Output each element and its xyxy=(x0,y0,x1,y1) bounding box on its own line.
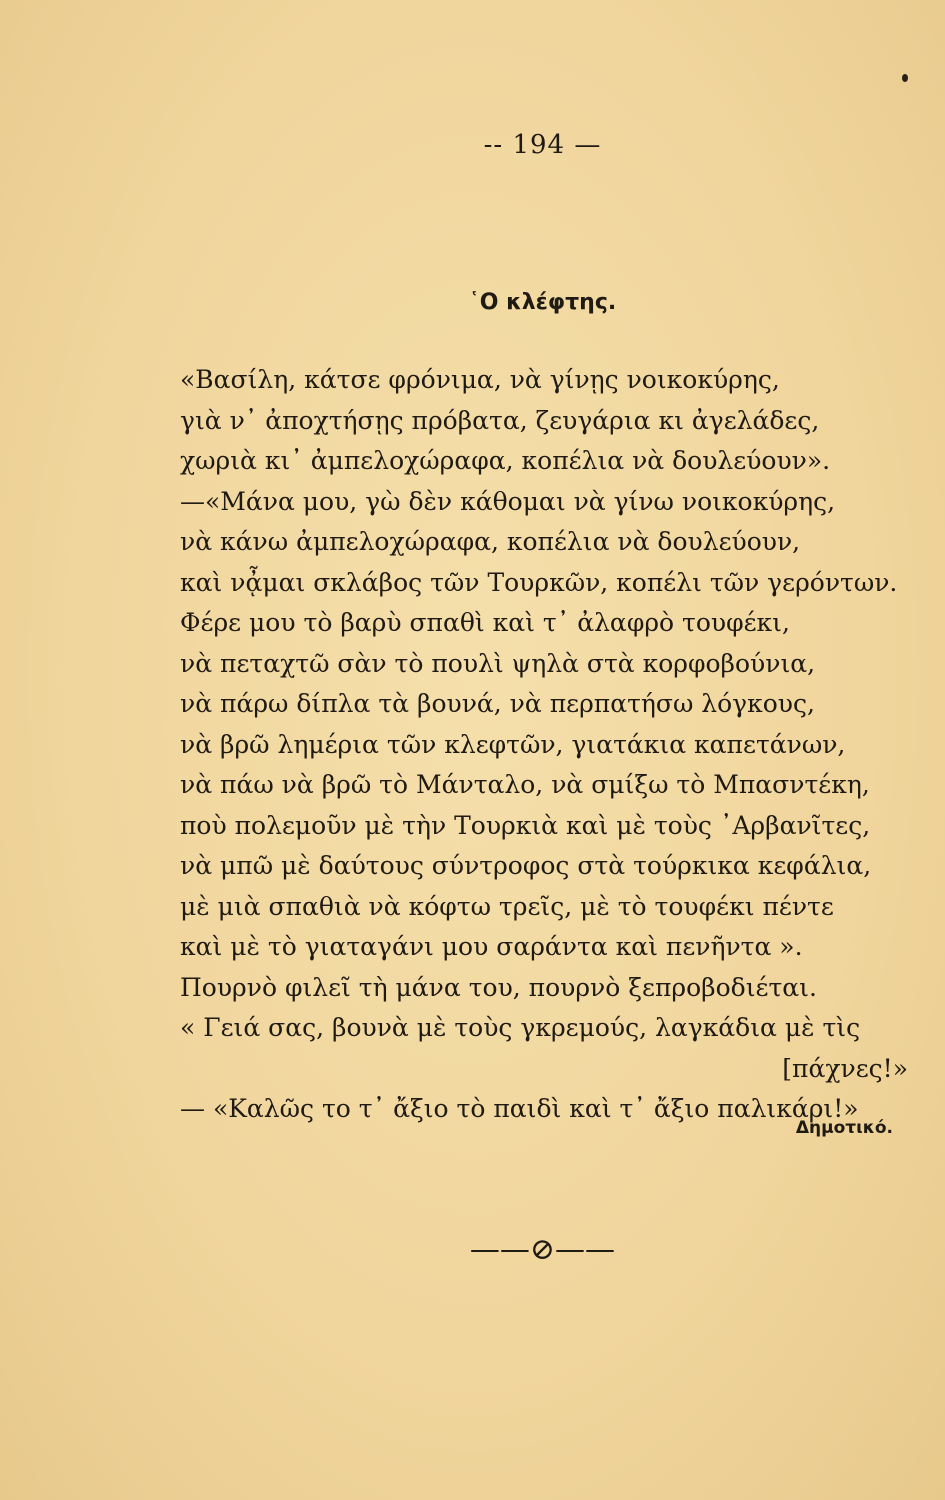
poem-line: καὶ μὲ τὸ γιαταγάνι μου σαράντα καὶ πενῆντα ». xyxy=(180,932,803,961)
poem-line: Πουρνὸ φιλεῖ τὴ μάνα του, πουρνὸ ξεπροβοδιέται. xyxy=(180,972,817,1002)
page-number: -- 194 — xyxy=(483,130,602,160)
poem-line: Φέρε μου τὸ βαρὺ σπαθὶ καὶ τ᾿ ἀλαφρὸ τουφέκι, xyxy=(180,608,790,637)
poem-line: νὰ μπῶ μὲ δαύτους σύντροφος στὰ τούρκικα κεφάλια, xyxy=(180,851,872,880)
poem-text xyxy=(180,360,910,1130)
poem-line: νὰ κάνω ἀμπελοχώραφα, κοπέλια νὰ δουλεύουν, xyxy=(180,527,801,556)
end-ornament: ——⊘—— xyxy=(469,1232,616,1267)
poem-line: γιὰ ν᾿ ἀποχτήσῃς πρόβατα, ζευγάρια κι ἀγελάδες, xyxy=(180,405,820,435)
poem-line: νὰ πάρω δίπλα τὰ βουνά, νὰ περπατήσω λόγκους, xyxy=(180,689,815,718)
poem-source: Δημοτικό. xyxy=(795,1118,893,1138)
poem-line: νὰ πεταχτῶ σὰν τὸ πουλὶ ψηλὰ στὰ κορφοβούνια, xyxy=(180,648,816,678)
poem-line: —«Μάνα μου, γὼ δὲν κάθομαι νὰ γίνω νοικοκύρης, xyxy=(180,486,836,516)
poem-line: χωριὰ κι᾿ ἀμπελοχώραφα, κοπέλια νὰ δουλεύουν». xyxy=(180,446,831,475)
poem-line: « Γειά σας, βουνὰ μὲ τοὺς γκρεμούς, λαγκάδια μὲ τὶς xyxy=(180,1013,861,1042)
poem-line: — «Καλῶς το τ᾿ ἄξιο τὸ παιδὶ καὶ τ᾿ ἄξιο παλικάρι!» xyxy=(180,1094,859,1123)
poem-line: νὰ βρῶ λημέρια τῶν κλεφτῶν, γιατάκια καπετάνων, xyxy=(180,729,846,759)
poem-line: μὲ μιὰ σπαθιὰ νὰ κόφτω τρεῖς, μὲ τὸ τουφέκι πέντε xyxy=(180,891,834,921)
poem-line-continuation: [πάχνες!» xyxy=(782,1053,908,1083)
poem-line: καὶ νᾆμαι σκλάβος τῶν Τουρκῶν, κοπέλι τῶν γερόντων. xyxy=(180,567,898,597)
poem-line: «Βασίλη, κάτσε φρόνιμα, νὰ γίνῃς νοικοκύρης, xyxy=(180,365,780,394)
poem-line: ποὺ πολεμοῦν μὲ τὴν Τουρκιὰ καὶ μὲ τοὺς ᾿Αρβανῖτες, xyxy=(180,810,871,840)
poem-title: ῾Ο κλέφτης. xyxy=(468,290,617,315)
poem-line: νὰ πάω νὰ βρῶ τὸ Μάνταλο, νὰ σμίξω τὸ Μπασντέκη, xyxy=(180,770,870,799)
ink-speck xyxy=(902,74,908,82)
